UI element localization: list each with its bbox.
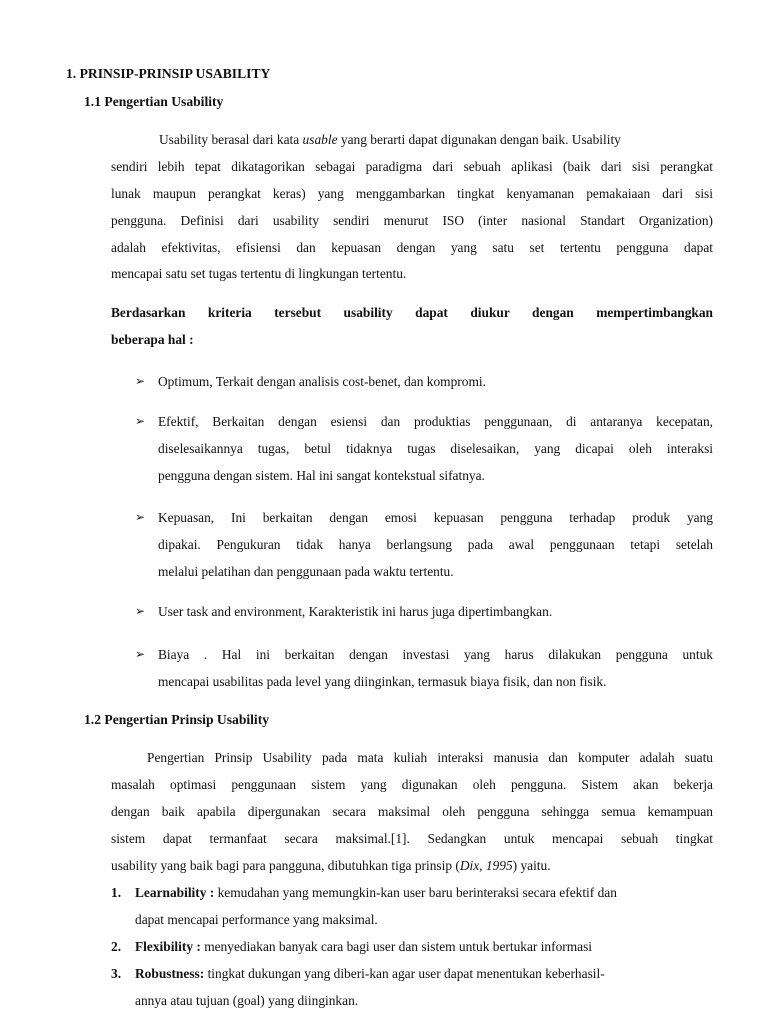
paragraph-line: lunak maupun perangkat keras) yang menggambarkan tingkat kenyamanan pemakaiaan dari sisi [111, 186, 713, 201]
paragraph-line: Pengertian Prinsip Usability pada mata kuliah interaksi manusia dan komputer adalah suatu [147, 750, 713, 765]
criteria-line: Berdasarkan kriteria tersebut usability dapat diukur dengan mempertimbangkan [111, 305, 713, 320]
bullet-line: Optimum, Terkait dengan analisis cost-benet, dan kompromi. [158, 374, 486, 389]
list-term: Robustness: [135, 966, 205, 981]
bullet-line: Efektif, Berkaitan dengan esiensi dan produktias penggunaan, di antaranya kecepatan, [158, 414, 713, 429]
emphasis-text: usable [302, 132, 338, 147]
list-item-line [135, 940, 592, 953]
bullet-line: dipakai. Pengukuran tidak hanya berlangsung pada awal penggunaan tetapi setelah [158, 537, 713, 552]
paragraph-line: mencapai satu set tugas tertentu di lingkungan tertentu. [111, 266, 407, 281]
list-term: Learnability : [135, 885, 215, 900]
paragraph-line: sistem dapat termanfaat secara maksimal.[1]. Sedangkan untuk mencapai sebuah tingkat [111, 831, 713, 846]
bullet-line: User task and environment, Karakteristik ini harus juga dipertimbangkan. [158, 604, 553, 619]
subsection-heading: 1.1 Pengertian Usability [84, 94, 224, 109]
paragraph-line: pengguna. Definisi dari usability sendiri menurut ISO (inter nasional Standart Organization) [111, 213, 713, 228]
section-heading: 1. PRINSIP-PRINSIP USABILITY [66, 66, 271, 81]
list-text: tingkat dukungan yang diberi-kan agar user dapat menentukan keberhasil- [207, 966, 605, 981]
list-item-line: annya atau tujuan (goal) yang diinginkan. [135, 993, 359, 1008]
paragraph-text: yang berarti dapat digunakan dengan baik. Usability [340, 132, 621, 147]
subsection-heading: 1.2 Pengertian Prinsip Usability [84, 712, 270, 727]
bullet-line: Biaya . Hal ini berkaitan dengan investasi yang harus dilakukan pengguna untuk [158, 647, 713, 662]
list-number: 2. [111, 939, 122, 954]
citation-text: Dix, 1995 [459, 858, 513, 873]
bullet-line: mencapai usabilitas pada level yang diinginkan, termasuk biaya fisik, dan non fisik. [158, 674, 607, 689]
list-item-line: dapat mencapai performance yang maksimal. [135, 912, 378, 927]
list-text: kemudahan yang memungkin-kan user baru berinteraksi secara efektif dan [217, 885, 617, 900]
arrow-bullet-icon: ➢ [135, 414, 146, 428]
list-item-line [135, 967, 713, 980]
paragraph-text: usability yang baik bagi para pangguna, dibutuhkan tiga prinsip ( [111, 858, 460, 873]
list-text: menyediakan banyak cara bagi user dan sistem untuk bertukar informasi [204, 939, 593, 954]
paragraph-line [159, 133, 713, 146]
criteria-line: beberapa hal : [111, 332, 194, 347]
arrow-bullet-icon: ➢ [135, 510, 146, 524]
paragraph-line: adalah efektivitas, efisiensi dan kepuasan dengan yang satu set tertentu pengguna dapat [111, 240, 713, 255]
list-term: Flexibility : [135, 939, 201, 954]
bullet-line: melalui pelatihan dan penggunaan pada waktu tertentu. [158, 564, 454, 579]
arrow-bullet-icon: ➢ [135, 647, 146, 661]
list-number: 1. [111, 885, 122, 900]
arrow-bullet-icon: ➢ [135, 604, 146, 618]
bullet-line: diselesaikannya tugas, betul tidaknya tugas diselesaikan, yang dicapai oleh interaksi [158, 441, 713, 456]
bullet-line: pengguna dengan sistem. Hal ini sangat kontekstual sifatnya. [158, 468, 485, 483]
paragraph-line [111, 859, 551, 872]
arrow-bullet-icon: ➢ [135, 374, 146, 388]
bullet-line: Kepuasan, Ini berkaitan dengan emosi kepuasan pengguna terhadap produk yang [158, 510, 713, 525]
paragraph-line: masalah optimasi penggunaan sistem yang digunakan oleh pengguna. Sistem akan bekerja [111, 777, 713, 792]
list-number: 3. [111, 966, 122, 981]
list-item-line [135, 886, 713, 899]
paragraph-line: dengan baik apabila dipergunakan secara maksimal oleh pengguna sehingga semua kemampuan [111, 804, 713, 819]
paragraph-text: ) yaitu. [512, 858, 551, 873]
paragraph-text: Usability berasal dari kata [159, 132, 300, 147]
paragraph-line: sendiri lebih tepat dikatagorikan sebagai paradigma dari sebuah aplikasi (baik dari sisi perangkat [111, 159, 713, 174]
